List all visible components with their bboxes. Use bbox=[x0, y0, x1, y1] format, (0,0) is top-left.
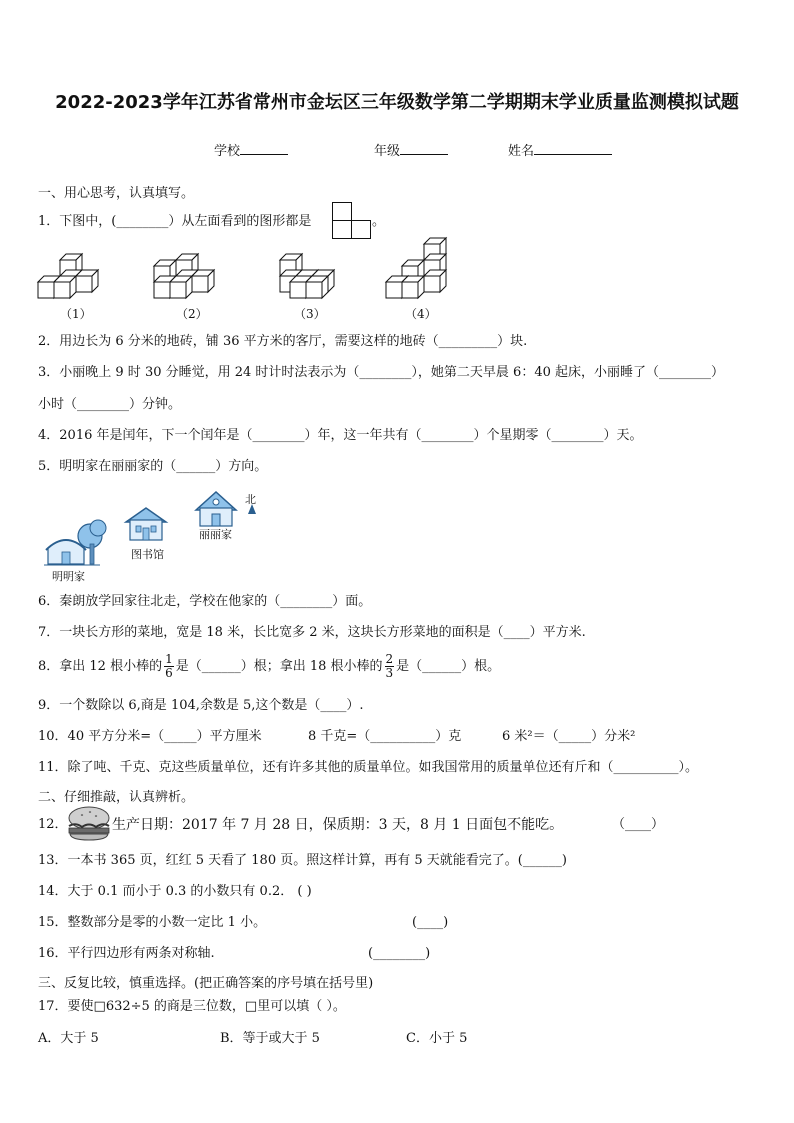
burger-icon bbox=[66, 806, 112, 842]
question-10-part-b: 8 千克=（__________）克 bbox=[308, 729, 462, 744]
option-4-label: （4） bbox=[405, 307, 437, 321]
name-field bbox=[508, 142, 612, 160]
question-10-part-c: 6 米²＝（_____）分米² bbox=[502, 729, 636, 744]
question-15: 15．整数部分是零的小数一定比 1 小。 bbox=[38, 915, 267, 930]
question-12-paren[interactable]: （____） bbox=[612, 817, 665, 832]
mingming-house-label: 明明家 bbox=[52, 570, 85, 583]
library-icon bbox=[126, 508, 166, 540]
option-2-label: （2） bbox=[176, 307, 208, 321]
question-16: 16．平行四边形有两条对称轴. bbox=[38, 946, 215, 961]
question-6: 6．秦朗放学回家往北走，学校在他家的（________）面。 bbox=[38, 594, 372, 609]
cube-block bbox=[170, 276, 192, 298]
question-10-part-a: 10．40 平方分米=（_____）平方厘米 bbox=[38, 729, 262, 744]
question-17: 17．要使□632÷5 的商是三位数，□里可以填（ ）。 bbox=[38, 999, 346, 1014]
question-14: 14．大于 0.1 而小于 0.3 的小数只有 0.2． ( ) bbox=[38, 884, 312, 899]
fraction-one-sixth: $\frac{1}{6}$ bbox=[165, 652, 173, 680]
question-12-number: 12． bbox=[38, 817, 68, 832]
question-7: 7．一块长方形的菜地，宽是 18 米，长比宽多 2 米，这块长方形菜地的面积是（____）平方米. bbox=[38, 625, 586, 640]
question-1-end: 。 bbox=[372, 214, 386, 229]
question-17-option-c[interactable]: C．小于 5 bbox=[406, 1031, 468, 1046]
cube-block bbox=[306, 276, 328, 298]
library-label: 图书馆 bbox=[131, 548, 164, 561]
grade-blank[interactable] bbox=[400, 142, 448, 155]
question-9: 9．一个数除以 6,商是 104,余数是 5,这个数是（____）. bbox=[38, 698, 364, 713]
cube-block bbox=[54, 276, 76, 298]
name-label: 姓名 bbox=[508, 144, 535, 159]
name-blank[interactable] bbox=[534, 142, 612, 155]
cube-block bbox=[424, 270, 446, 292]
left-view-figure bbox=[332, 202, 372, 240]
question-15-paren[interactable]: (____) bbox=[412, 915, 449, 930]
question-2: 2．用边长为 6 分米的地砖，铺 36 平方米的客厅，需要这样的地砖（_________）块. bbox=[38, 334, 528, 349]
question-17-option-a[interactable]: A．大于 5 bbox=[38, 1031, 99, 1046]
question-12-text: 生产日期：2017 年 7 月 28 日，保质期：3 天，8 月 1 日面包不能吃。 bbox=[112, 817, 564, 833]
question-1-text: 1．下图中，(________）从左面看到的图形都是 bbox=[38, 214, 312, 229]
section-1-heading: 一、用心思考，认真填写。 bbox=[38, 186, 195, 201]
lili-house-label: 丽丽家 bbox=[199, 528, 232, 541]
question-8 bbox=[38, 650, 500, 684]
question-16-paren[interactable]: (________) bbox=[368, 946, 431, 961]
question-1 bbox=[38, 214, 311, 230]
question-8-part-c: 是（______）根。 bbox=[396, 659, 501, 674]
grade-label: 年级 bbox=[374, 144, 401, 159]
cube-block bbox=[76, 270, 98, 292]
grade-field bbox=[374, 142, 448, 160]
fraction-two-thirds: $\frac{2}{3}$ bbox=[385, 652, 394, 680]
question-3-line-2: 小时（________）分钟。 bbox=[38, 397, 182, 412]
section-2-heading: 二、仔细推敲，认真辨析。 bbox=[38, 790, 195, 805]
question-8-part-a: 8．拿出 12 根小棒的 bbox=[38, 659, 163, 674]
section-3-heading: 三、反复比较，慎重选择。(把正确答案的序号填在括号里) bbox=[38, 976, 374, 991]
question-17-option-b[interactable]: B．等于或大于 5 bbox=[220, 1031, 320, 1046]
school-blank[interactable] bbox=[240, 142, 288, 155]
question-13: 13．一本书 365 页，红红 5 天看了 180 页。照这样计算，再有 5 天就能看完了。(______) bbox=[38, 853, 567, 868]
question-11: 11．除了吨、千克、克这些质量单位，还有许多其他的质量单位。如我国常用的质量单位还有斤和（__________）。 bbox=[38, 760, 699, 775]
option-1-label: （1） bbox=[60, 307, 92, 321]
lili-house-icon bbox=[196, 492, 236, 526]
question-3-line-1: 3．小丽晚上 9 时 30 分睡觉，用 24 时计时法表示为（________），她第二天早晨 6：40 起床，小丽睡了（________） bbox=[38, 365, 724, 380]
cube-figures bbox=[30, 244, 460, 302]
cube-block bbox=[192, 270, 214, 292]
page-title: 2022-2023学年江苏省常州市金坛区三年级数学第二学期期末学业质量监测模拟试题 bbox=[55, 92, 739, 113]
question-4: 4．2016 年是闰年，下一个闰年是（________）年，这一年共有（________）个星期零（________）天。 bbox=[38, 428, 643, 443]
cube-block bbox=[402, 276, 424, 298]
school-label: 学校 bbox=[214, 144, 241, 159]
question-8-part-b: 是（______）根；拿出 18 根小棒的 bbox=[175, 659, 383, 674]
option-3-label: （3） bbox=[294, 307, 326, 321]
mingming-house-icon bbox=[44, 520, 106, 565]
north-label: 北 bbox=[245, 493, 256, 506]
question-5: 5．明明家在丽丽家的（______）方向。 bbox=[38, 459, 268, 474]
school-field bbox=[214, 142, 288, 160]
